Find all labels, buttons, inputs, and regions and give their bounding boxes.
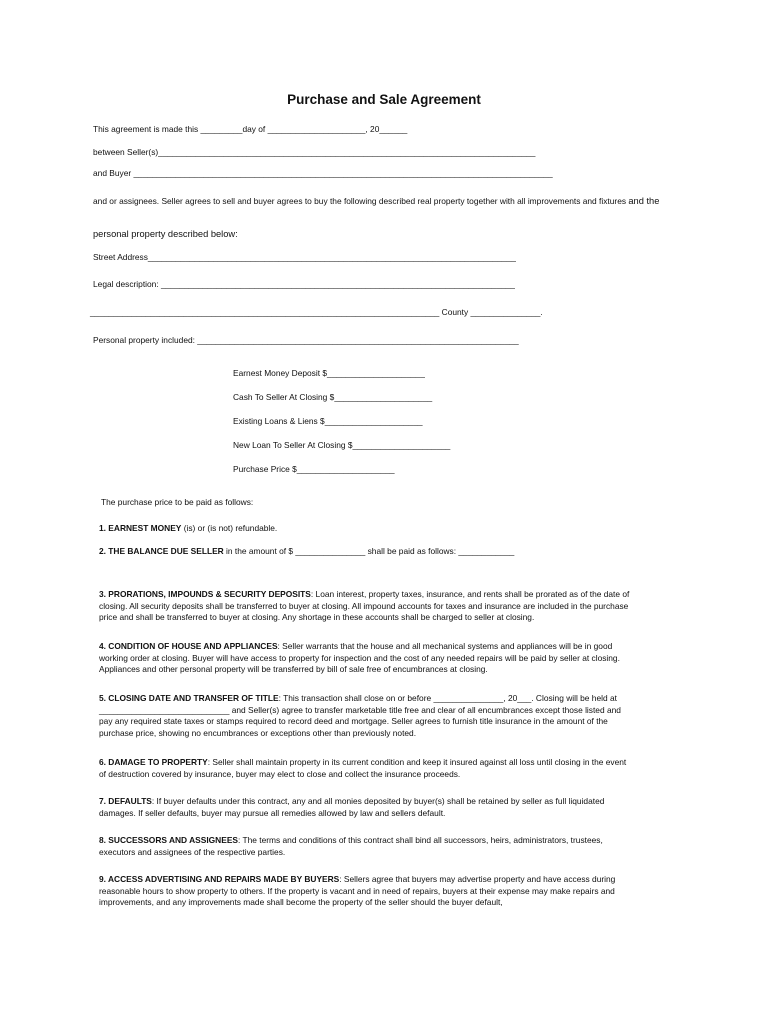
clause-2 — [99, 546, 669, 558]
clause-7-text-1: : If buyer defaults under this contract, any and all monies deposited by buyer(s) shall be retained by seller as full liquidated — [151, 796, 605, 806]
clause-3-text-2: closing. All security deposits shall be transferred to buyer at closing. All impound accounts for taxes and insurance are included in the purchase — [99, 600, 629, 611]
new-loan-line: New Loan To Seller At Closing $_____________________ — [233, 440, 451, 450]
clause-6-text-1: : Seller shall maintain property in its current condition and keep it insured against all loss until closing in the event — [207, 757, 627, 767]
assignees-text: and or assignees. Seller agrees to sell and buyer agrees to buy the following described real property together with all improvements and fixtures — [93, 196, 627, 206]
existing-loans-line: Existing Loans & Liens $_____________________ — [233, 416, 423, 426]
clause-2-text: in the amount of $ _______________ shall be paid as follows: ____________ — [223, 546, 515, 556]
clause-3-heading: 3. PRORATIONS, IMPOUNDS & SECURITY DEPOSITS — [99, 589, 311, 599]
clause-1-heading: 1. EARNEST MONEY — [99, 523, 182, 533]
clause-4-heading: 4. CONDITION OF HOUSE AND APPLIANCES — [99, 641, 278, 651]
clause-5-text-4: purchase price, showing no encumbrances or exceptions other than previously noted. — [99, 727, 417, 738]
clause-1-text: (is) or (is not) refundable. — [181, 523, 278, 533]
clause-8-text-1: : The terms and conditions of this contract shall bind all successors, heirs, administrators, trustees, — [238, 835, 603, 845]
clause-4-text-3: Appliances and other personal property will be transferred by bill of sale free of encumbrances at closing. — [99, 664, 488, 675]
clause-3-text-1: : Loan interest, property taxes, insurance, and rents shall be prorated as of the date of — [310, 589, 630, 599]
earnest-money-deposit-line: Earnest Money Deposit $_____________________ — [233, 368, 425, 378]
cash-to-seller-line: Cash To Seller At Closing $_____________________ — [233, 392, 433, 402]
street-address-line: Street Address_______________________________________________________________________________ — [93, 252, 516, 262]
clause-4-text-2: working order at closing. Buyer will have access to property for inspection and the cost of any needed repairs will be paid by seller at closing. — [99, 652, 620, 663]
clause-9-text-3: improvements, and any improvements made shall become the property of the seller should the buyer default, — [99, 897, 503, 908]
assignees-tail: and the — [628, 196, 660, 206]
paid-as-follows-line: The purchase price to be paid as follows: — [101, 497, 254, 507]
seller-line: between Seller(s)_________________________________________________________________________________ — [93, 147, 536, 157]
county-line: ___________________________________________________________________________ County _______________. — [90, 307, 543, 317]
clause-8-text-2: executors and assignees of the respective parties. — [99, 846, 286, 857]
clause-8-heading: 8. SUCCESSORS AND ASSIGNEES — [99, 835, 238, 845]
purchase-price-line: Purchase Price $_____________________ — [233, 464, 395, 474]
clause-9-text-2: reasonable hours to show property to others. If the property is vacant and in need of repairs, buyers at their expense may make repairs and — [99, 885, 615, 896]
clause-6-text-2: of destruction covered by insurance, buyer may elect to close and collect the insurance proceeds. — [99, 768, 461, 779]
clause-6-heading: 6. DAMAGE TO PROPERTY — [99, 757, 208, 767]
personal-property-line: personal property described below: — [93, 229, 238, 239]
clause-5 — [99, 693, 669, 739]
clause-9 — [99, 874, 669, 909]
clause-1 — [99, 523, 669, 535]
clause-7-heading: 7. DEFAULTS — [99, 796, 152, 806]
clause-4-text-1: : Seller warrants that the house and all mechanical systems and appliances will be in good — [277, 641, 613, 651]
clause-5-text-3: pay any required state taxes or stamps required to record deed and mortgage. Seller agrees to furnish title insurance in the amount of the — [99, 716, 608, 727]
personal-property-included-line: Personal property included: _____________________________________________________________________ — [93, 335, 519, 345]
clause-5-text-1: : This transaction shall close on or before _______________, 20___. Closing will be held at — [278, 693, 617, 703]
clause-5-text-2: ____________________________ and Seller(s) agree to transfer marketable title free and clear of all encumbrances except those listed and — [99, 704, 621, 715]
clause-9-text-1: : Sellers agree that buyers may advertise property and have access during — [339, 874, 616, 884]
clause-9-heading: 9. ACCESS ADVERTISING AND REPAIRS MADE BY BUYERS — [99, 874, 340, 884]
document-title: Purchase and Sale Agreement — [287, 92, 481, 107]
clause-7-text-2: damages. If seller defaults, buyer may pursue all remedies allowed by law and sellers default. — [99, 807, 446, 818]
buyer-line: and Buyer __________________________________________________________________________________________ — [93, 168, 553, 178]
legal-description-line: Legal description: ____________________________________________________________________________ — [93, 279, 515, 289]
clause-3-text-3: price and shall be transferred to buyer at closing. Any shortage in these accounts shall be charged to seller at closing. — [99, 612, 535, 623]
assignees-line — [93, 196, 659, 207]
clause-6 — [99, 757, 669, 780]
clause-2-heading: 2. THE BALANCE DUE SELLER — [99, 546, 224, 556]
agreement-date-line: This agreement is made this _________day of _____________________, 20______ — [93, 124, 408, 134]
clause-5-heading: 5. CLOSING DATE AND TRANSFER OF TITLE — [99, 693, 279, 703]
clause-4 — [99, 641, 669, 676]
clause-3 — [99, 589, 669, 624]
clause-8 — [99, 835, 669, 858]
clause-7 — [99, 796, 669, 819]
